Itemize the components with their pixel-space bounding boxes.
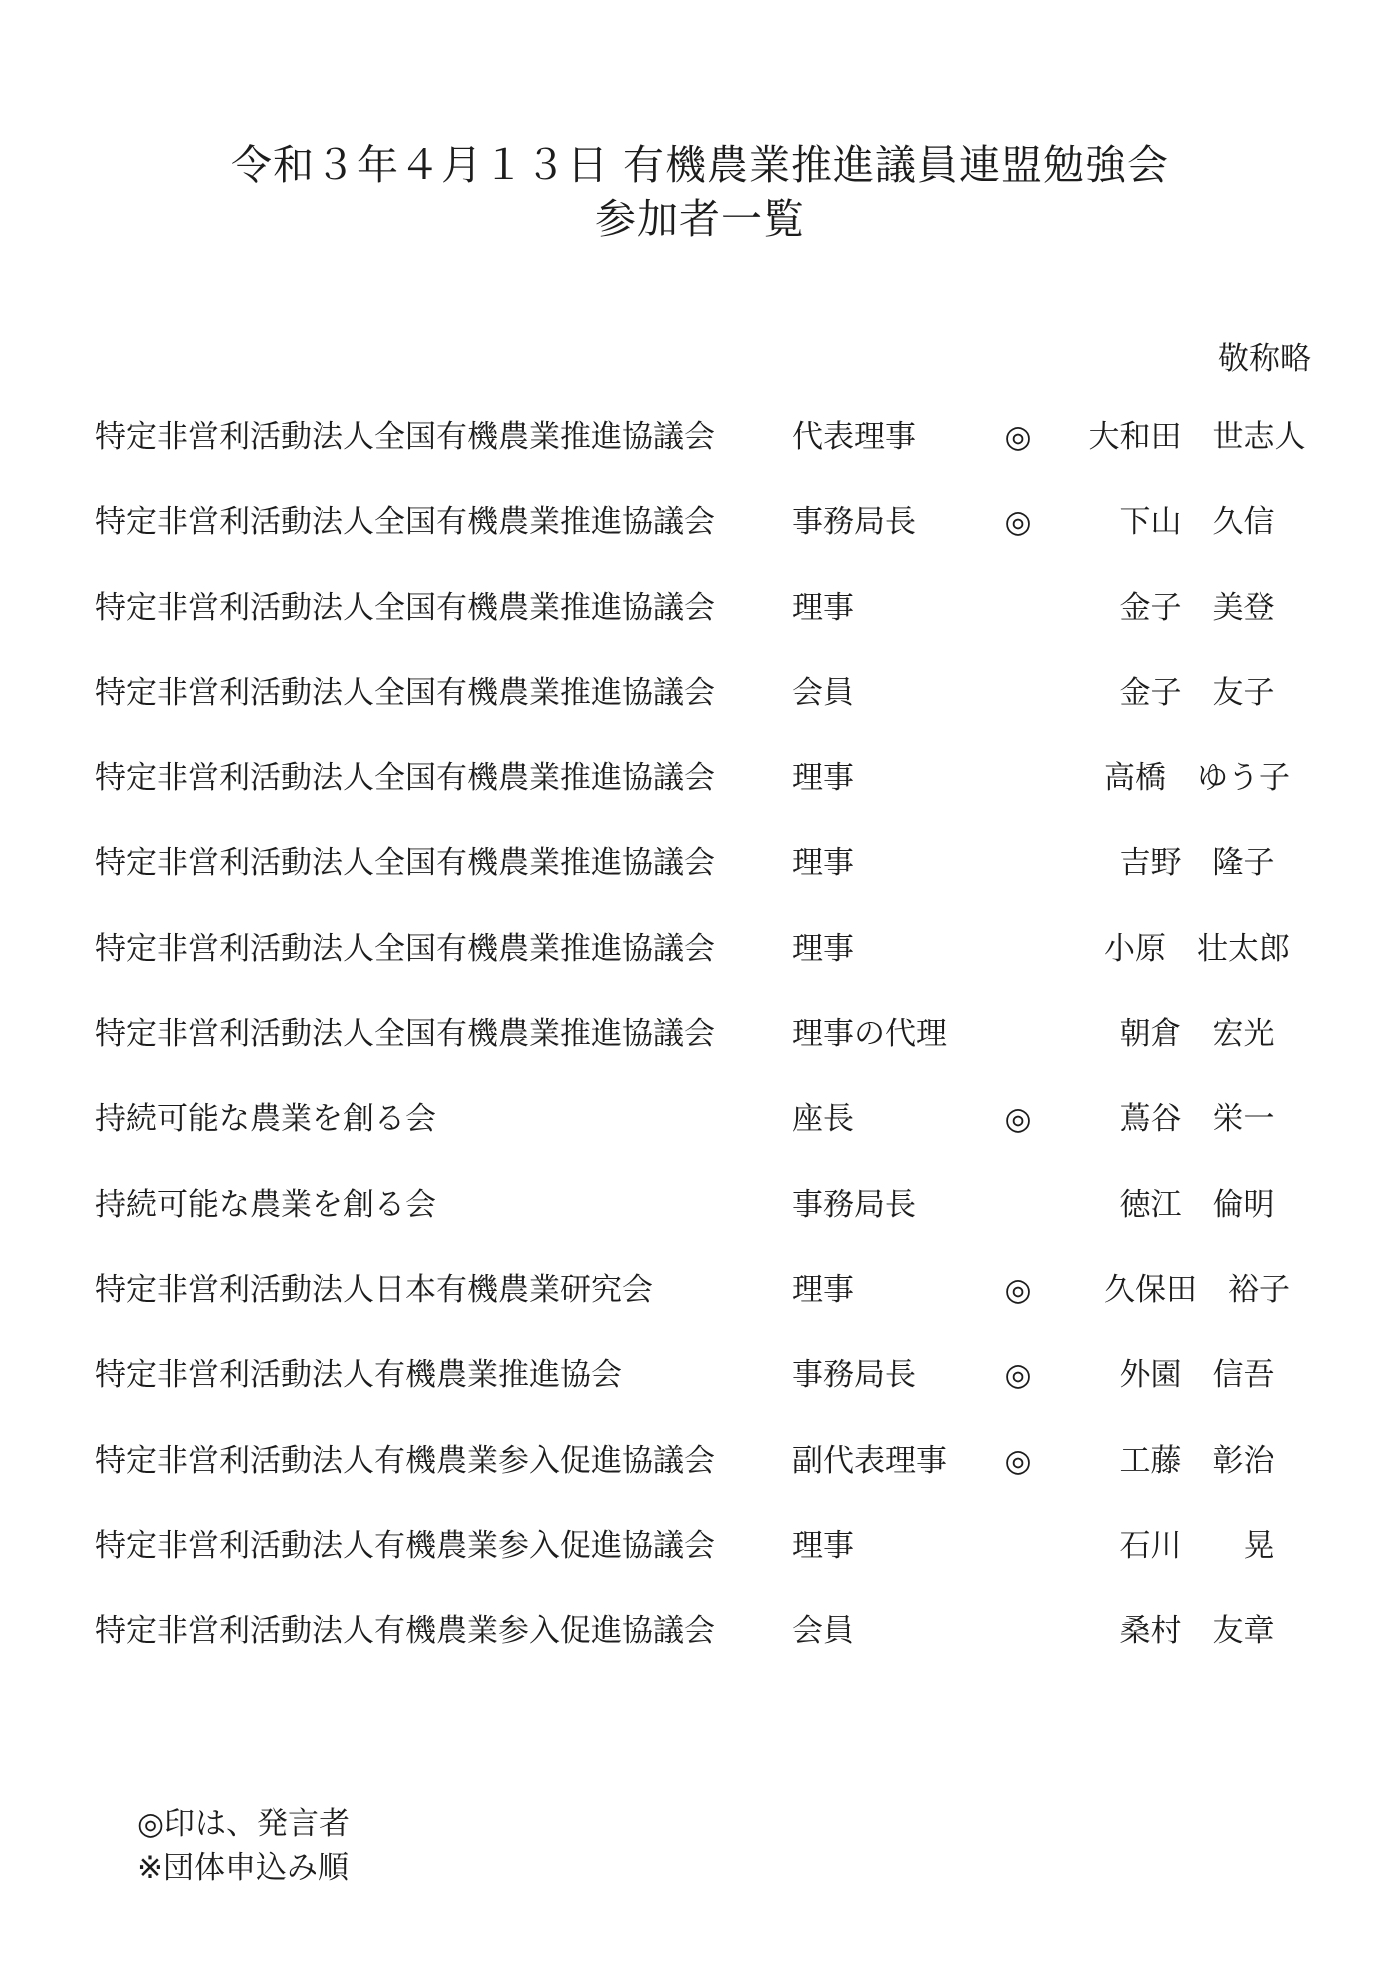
participant-name: 金子 友子: [1119, 674, 1275, 711]
participant-name: 工藤 彰治: [1119, 1442, 1275, 1479]
participant-row: [0, 588, 1400, 673]
speaker-mark: ◎: [1004, 1357, 1032, 1394]
speaker-mark: ◎: [1004, 504, 1032, 541]
role-cell: 理事: [792, 589, 854, 626]
organization-cell: 特定非営利活動法人全国有機農業推進協議会: [95, 674, 715, 711]
organization-cell: 特定非営利活動法人有機農業参入促進協議会: [95, 1442, 715, 1479]
organization-cell: 特定非営利活動法人全国有機農業推進協議会: [95, 589, 715, 626]
organization-cell: 持続可能な農業を創る会: [95, 1186, 436, 1223]
organization-cell: 特定非営利活動法人全国有機農業推進協議会: [95, 419, 715, 455]
speaker-mark: ◎: [1004, 1101, 1032, 1138]
speaker-mark: ◎: [1004, 419, 1032, 455]
participant-row: [0, 758, 1400, 843]
role-cell: 会員: [792, 1613, 854, 1650]
participant-list: [0, 417, 1400, 1696]
organization-cell: 特定非営利活動法人全国有機農業推進協議会: [95, 504, 715, 541]
participant-name: 小原 壮太郎: [1104, 930, 1290, 967]
speaker-mark: ◎: [1004, 1442, 1032, 1479]
participant-name: 桑村 友章: [1119, 1613, 1275, 1650]
organization-cell: 特定非営利活動法人全国有機農業推進協議会: [95, 1016, 715, 1053]
participant-row: [0, 673, 1400, 758]
participant-name: 徳江 倫明: [1119, 1186, 1275, 1223]
page-title: 令和３年４月１３日 有機農業推進議員連盟勉強会: [230, 141, 1170, 189]
participant-row: [0, 1014, 1400, 1099]
speaker-mark: ◎: [1004, 1271, 1032, 1308]
role-cell: 事務局長: [792, 504, 916, 541]
footnote-order: ※団体申込み順: [137, 1850, 349, 1886]
role-cell: 事務局長: [792, 1357, 916, 1394]
role-cell: 理事: [792, 1271, 854, 1308]
participant-row: [0, 502, 1400, 587]
participant-row: [0, 417, 1400, 502]
participant-name: 外園 信吾: [1119, 1357, 1275, 1394]
role-cell: 会員: [792, 674, 854, 711]
organization-cell: 特定非営利活動法人有機農業参入促進協議会: [95, 1527, 715, 1564]
participant-name: 大和田 世志人: [1088, 419, 1306, 455]
participant-name: 蔦谷 栄一: [1119, 1101, 1275, 1138]
participant-row: [0, 1441, 1400, 1526]
participant-row: [0, 1526, 1400, 1611]
participant-row: [0, 929, 1400, 1014]
role-cell: 理事: [792, 845, 854, 882]
footnote-speaker-mark: ◎印は、発言者: [137, 1806, 351, 1842]
role-cell: 理事の代理: [792, 1016, 947, 1053]
organization-cell: 持続可能な農業を創る会: [95, 1101, 436, 1138]
participant-name: 下山 久信: [1119, 504, 1275, 541]
role-cell: 理事: [792, 930, 854, 967]
role-cell: 理事: [792, 1527, 854, 1564]
organization-cell: 特定非営利活動法人有機農業参入促進協議会: [95, 1613, 715, 1650]
participant-row: [0, 843, 1400, 928]
participant-row: [0, 1099, 1400, 1184]
role-cell: 副代表理事: [792, 1442, 947, 1479]
participant-row: [0, 1185, 1400, 1270]
participant-row: [0, 1611, 1400, 1696]
honorific-note: 敬称略: [1218, 341, 1311, 377]
organization-cell: 特定非営利活動法人有機農業推進協会: [95, 1357, 622, 1394]
page-subtitle: 参加者一覧: [595, 195, 805, 243]
role-cell: 座長: [792, 1101, 854, 1138]
participant-name: 金子 美登: [1119, 589, 1275, 626]
organization-cell: 特定非営利活動法人全国有機農業推進協議会: [95, 930, 715, 967]
participant-row: [0, 1355, 1400, 1440]
participant-name: 朝倉 宏光: [1119, 1016, 1275, 1053]
participant-name: 石川 晃: [1119, 1527, 1275, 1564]
organization-cell: 特定非営利活動法人全国有機農業推進協議会: [95, 845, 715, 882]
role-cell: 代表理事: [792, 419, 916, 455]
role-cell: 事務局長: [792, 1186, 916, 1223]
participant-row: [0, 1270, 1400, 1355]
role-cell: 理事: [792, 760, 854, 797]
participant-name: 吉野 隆子: [1119, 845, 1275, 882]
participant-name: 高橋 ゆう子: [1104, 760, 1290, 797]
organization-cell: 特定非営利活動法人全国有機農業推進協議会: [95, 760, 715, 797]
participant-name: 久保田 裕子: [1104, 1271, 1290, 1308]
organization-cell: 特定非営利活動法人日本有機農業研究会: [95, 1271, 653, 1308]
